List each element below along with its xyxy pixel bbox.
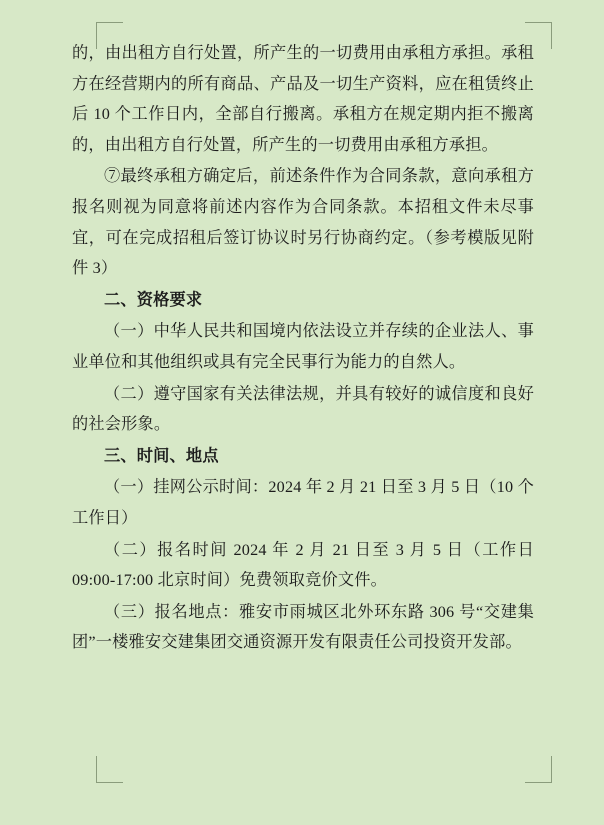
paragraph: （三）报名地点：雅安市雨城区北外环东路 306 号“交建集团”一楼雅安交建集团交通资源开发有限责任公司投资开发部。 bbox=[72, 602, 534, 652]
paragraph: ⑦最终承租方确定后，前述条件作为合同条款，意向承租方报名则视为同意将前述内容作为合同条款。本招租文件未尽事宜，可在完成招租后签订协议时另行协商约定。（参考模版见附件 3） bbox=[72, 167, 534, 278]
document-body bbox=[72, 38, 534, 659]
paragraph: （一）中华人民共和国境内依法设立并存续的企业法人、事业单位和其他组织或具有完全民事行为能力的自然人。 bbox=[72, 322, 534, 371]
crop-mark-bottom-right bbox=[525, 756, 552, 783]
paragraph: 的，由出租方自行处置，所产生的一切费用由承租方承担。承租方在经营期内的所有商品、产品及一切生产资料，应在租赁终止后 10 个工作日内，全部自行搬离。承租方在规定期内拒不搬离的，由出租方自行处置，所产生的一切费用由承租方承担。 bbox=[72, 44, 534, 154]
crop-mark-bottom-left bbox=[96, 756, 123, 783]
paragraph: （二）遵守国家有关法律法规，并具有较好的诚信度和良好的社会形象。 bbox=[72, 384, 534, 434]
section-heading: 二、资格要求 bbox=[104, 290, 203, 309]
paragraph: （一）挂网公示时间：2024 年 2 月 21 日至 3 月 5 日（10 个工作日） bbox=[72, 478, 534, 527]
paragraph: （二）报名时间 2024 年 2 月 21 日至 3 月 5 日（工作日 09:00-17:00 北京时间）免费领取竞价文件。 bbox=[72, 540, 534, 590]
section-heading: 三、时间、地点 bbox=[104, 446, 219, 465]
